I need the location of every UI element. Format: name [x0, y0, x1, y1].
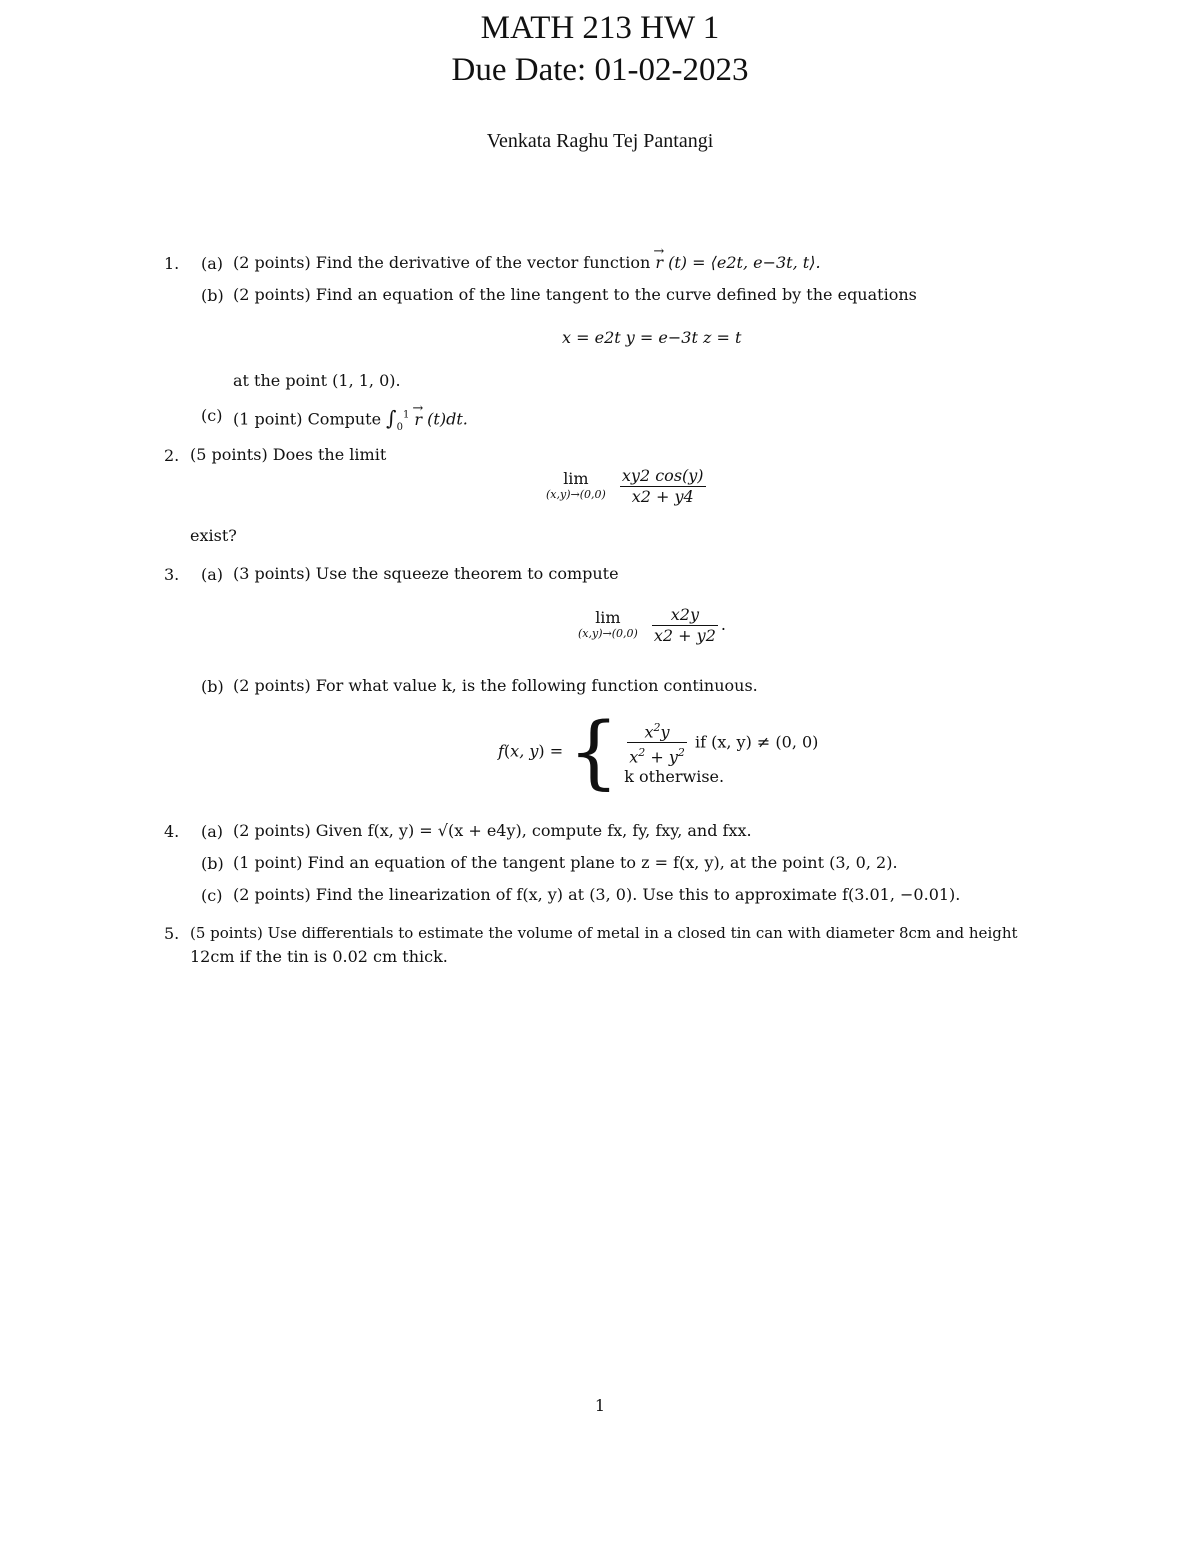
question-1a-text	[233, 253, 821, 273]
question-1a-prompt: (2 points) Find the derivative of the vector function	[233, 253, 651, 272]
case-2: k otherwise.	[624, 767, 725, 787]
fraction-denominator: $x^2 + y^2$	[627, 742, 687, 767]
question-2-limit	[546, 466, 709, 507]
fraction-denominator: x2 + y2	[653, 626, 716, 645]
limit-fraction	[620, 466, 706, 507]
question-2-number: 2.	[164, 446, 180, 465]
left-brace: {	[568, 705, 620, 798]
limit-subscript: (x,y)→(0,0)	[546, 487, 606, 501]
question-1c-expression: (t)dt.	[427, 409, 468, 429]
vector-r-symbol: → r	[655, 253, 663, 273]
question-1a-expression: (t) = ⟨e2t, e−3t, t⟩.	[668, 253, 821, 272]
integral-sign: $\int_0^1$	[386, 405, 410, 433]
function-vars: x, y	[510, 741, 539, 761]
author-name: Venkata Raghu Tej Pantangi	[486, 130, 714, 152]
question-1a-label: (a)	[201, 254, 224, 273]
piecewise-cases	[624, 718, 818, 787]
limit-subscript: (x,y)→(0,0)	[578, 626, 638, 640]
question-2-exist: exist?	[190, 526, 237, 545]
question-1b-text: (2 points) Find an equation of the line tangent to the curve defined by the equations	[233, 285, 917, 304]
question-1c-prompt: (1 point) Compute	[233, 409, 382, 429]
question-4a-text: (2 points) Given f(x, y) = √(x + e4y), compute fx, fy, fxy, and fxx.	[233, 821, 752, 840]
question-4-number: 4.	[164, 822, 180, 841]
question-3b-text: (2 points) For what value k, is the following function continuous.	[233, 676, 758, 695]
question-4b-text: (1 point) Find an equation of the tangent plane to z = f(x, y), at the point (3, 0, 2).	[233, 853, 898, 872]
fraction-numerator: $x^2y$	[644, 720, 670, 741]
question-5-number: 5.	[164, 924, 180, 943]
question-3a-label: (a)	[201, 565, 224, 584]
fraction-numerator: x2y	[670, 605, 700, 624]
question-1c-text	[233, 405, 468, 438]
question-1b-label: (b)	[201, 286, 224, 305]
piecewise-function	[498, 705, 819, 798]
lim-word: lim	[595, 607, 621, 627]
question-1b-point: at the point (1, 1, 0).	[233, 371, 401, 390]
lim-word: lim	[563, 468, 589, 488]
function-args: (	[503, 741, 511, 761]
fraction-denominator: x2 + y4	[620, 486, 706, 507]
question-1-number: 1.	[164, 254, 180, 273]
question-3-number: 3.	[164, 565, 180, 584]
limit-operator	[578, 607, 638, 642]
case-1-condition: if (x, y) ≠ (0, 0)	[694, 732, 819, 751]
question-3a-text: (3 points) Use the squeeze theorem to compute	[233, 564, 619, 583]
limit-operator	[546, 468, 606, 503]
document-title: MATH 213 HW 1	[480, 10, 720, 46]
page-number: 1	[594, 1396, 606, 1415]
due-date: Due Date: 01-02-2023	[451, 52, 749, 88]
case-1	[624, 718, 818, 768]
question-3b-label: (b)	[201, 677, 224, 696]
question-5-line-1: (5 points) Use differentials to estimate the volume of metal in a closed tin can with diameter 8cm and height	[190, 924, 1018, 942]
function-name: f	[498, 741, 504, 761]
question-1c-label: (c)	[201, 406, 223, 425]
case-1-fraction	[627, 718, 687, 768]
question-2-text: (5 points) Does the limit	[190, 445, 387, 464]
vector-r-symbol: → r	[414, 410, 422, 430]
fraction-numerator: xy2 cos(y)	[621, 466, 704, 485]
question-4c-label: (c)	[201, 886, 223, 905]
question-4b-label: (b)	[201, 854, 224, 873]
question-4c-text: (2 points) Find the linearization of f(x, y) at (3, 0). Use this to approximate f(3.01, −0.01).	[233, 885, 961, 904]
limit-fraction	[652, 605, 718, 646]
question-3a-limit	[578, 605, 726, 646]
question-4a-label: (a)	[201, 822, 224, 841]
question-5-line-2: 12cm if the tin is 0.02 cm thick.	[190, 947, 448, 966]
period: .	[720, 615, 726, 634]
function-args-close: ) =	[538, 741, 564, 761]
question-1b-equations: x = e2t y = e−3t z = t	[562, 328, 742, 347]
